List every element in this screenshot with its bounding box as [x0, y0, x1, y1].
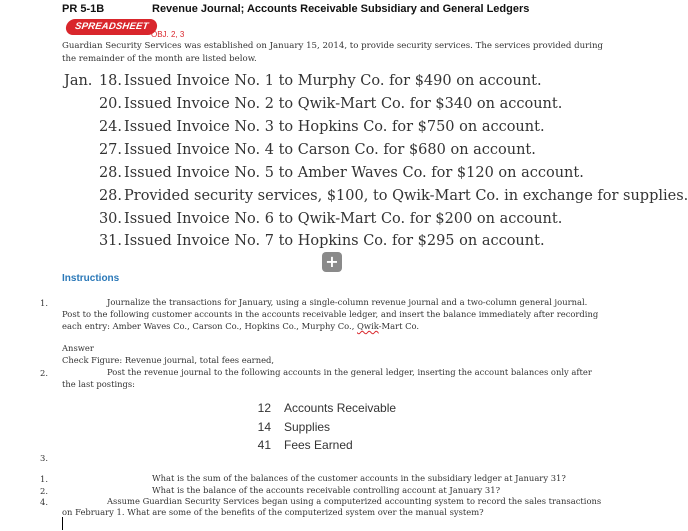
instruction-1-line1: Journalize the transactions for January, using a single-column revenue journal and a two-column general journal. — [107, 297, 588, 307]
transaction-text: Issued Invoice No. 4 to Carson Co. for $680 on account. — [124, 142, 536, 158]
transaction-text: Issued Invoice No. 3 to Hopkins Co. for $750 on account. — [124, 119, 545, 135]
account-name: Fees Earned — [284, 438, 353, 452]
customer-list: each entry: Amber Waves Co., Carson Co., Hopkins Co., Murphy Co., — [62, 321, 358, 331]
transaction-text: Issued Invoice No. 7 to Hopkins Co. for $295 on account. — [124, 233, 545, 249]
account-number: 12 — [257, 401, 271, 415]
problem-code: PR 5-1B — [62, 3, 105, 15]
transaction-day: 28. — [98, 188, 122, 204]
sub-question-number: 1. — [40, 474, 48, 484]
instruction-2-line1: Post the revenue journal to the following accounts in the general ledger, inserting the account balances only after — [107, 367, 592, 377]
transaction-month: Jan. — [64, 73, 93, 89]
expand-button[interactable]: + — [322, 252, 342, 272]
account-name: Supplies — [284, 420, 331, 434]
transaction-day: 18. — [98, 73, 122, 89]
instruction-1-line2: Post to the following customer accounts in the accounts receivable ledger, and insert the balance immediately after recording — [62, 309, 599, 319]
transaction-day: 28. — [98, 165, 122, 181]
transaction-day: 31. — [98, 233, 122, 249]
account-name: Accounts Receivable — [284, 401, 397, 415]
instruction-number: 2. — [40, 368, 48, 378]
transaction-text: Issued Invoice No. 6 to Qwik-Mart Co. for $200 on account. — [124, 211, 563, 227]
answer-label: Answer — [62, 343, 94, 353]
objectives-label: OBJ. 2, 3 — [151, 30, 185, 39]
transaction-text: Issued Invoice No. 1 to Murphy Co. for $490 on account. — [124, 73, 542, 89]
sub-question-text: What is the sum of the balances of the customer accounts in the subsidiary ledger at January 31? — [152, 473, 566, 483]
spreadsheet-badge: SPREADSHEET — [65, 19, 159, 35]
instruction-4-line1: Assume Guardian Security Services began using a computerized accounting system to record the sales transactions — [107, 496, 602, 506]
transaction-day: 24. — [98, 119, 122, 135]
account-number: 41 — [257, 438, 271, 452]
account-number: 14 — [257, 420, 271, 434]
instruction-number: 1. — [40, 298, 48, 308]
intro-paragraph: Guardian Security Services was established on January 15, 2014, to provide security services. The services provided during the remainder of the month are listed below. — [62, 41, 604, 64]
text-cursor[interactable] — [62, 517, 63, 530]
instruction-1-line3 — [62, 321, 419, 333]
instruction-4-line2: on February 1. What are some of the benefits of the computerized system over the manual system? — [62, 507, 484, 517]
transaction-day: 27. — [98, 142, 122, 158]
transaction-text: Provided security services, $100, to Qwik-Mart Co. in exchange for supplies. — [124, 188, 688, 204]
transaction-text: Issued Invoice No. 2 to Qwik-Mart Co. for $340 on account. — [124, 96, 563, 112]
transaction-day: 20. — [98, 96, 122, 112]
instructions-heading: Instructions — [62, 273, 120, 284]
transaction-text: Issued Invoice No. 5 to Amber Waves Co. for $120 on account. — [124, 165, 584, 181]
instruction-number: 3. — [40, 453, 48, 463]
problem-title: Revenue Journal; Accounts Receivable Subsidiary and General Ledgers — [152, 3, 530, 15]
customer-list-end: -Mart Co. — [378, 321, 420, 331]
instruction-2-line2: the last postings: — [62, 379, 135, 389]
transaction-day: 30. — [98, 211, 122, 227]
spellcheck-flagged-word[interactable]: Qwik — [357, 321, 379, 331]
check-figure: Check Figure: Revenue journal, total fees earned, — [62, 355, 275, 365]
sub-question-text: What is the balance of the accounts receivable controlling account at January 31? — [152, 485, 501, 495]
instruction-number: 4. — [40, 497, 48, 507]
sub-question-number: 2. — [40, 486, 48, 496]
